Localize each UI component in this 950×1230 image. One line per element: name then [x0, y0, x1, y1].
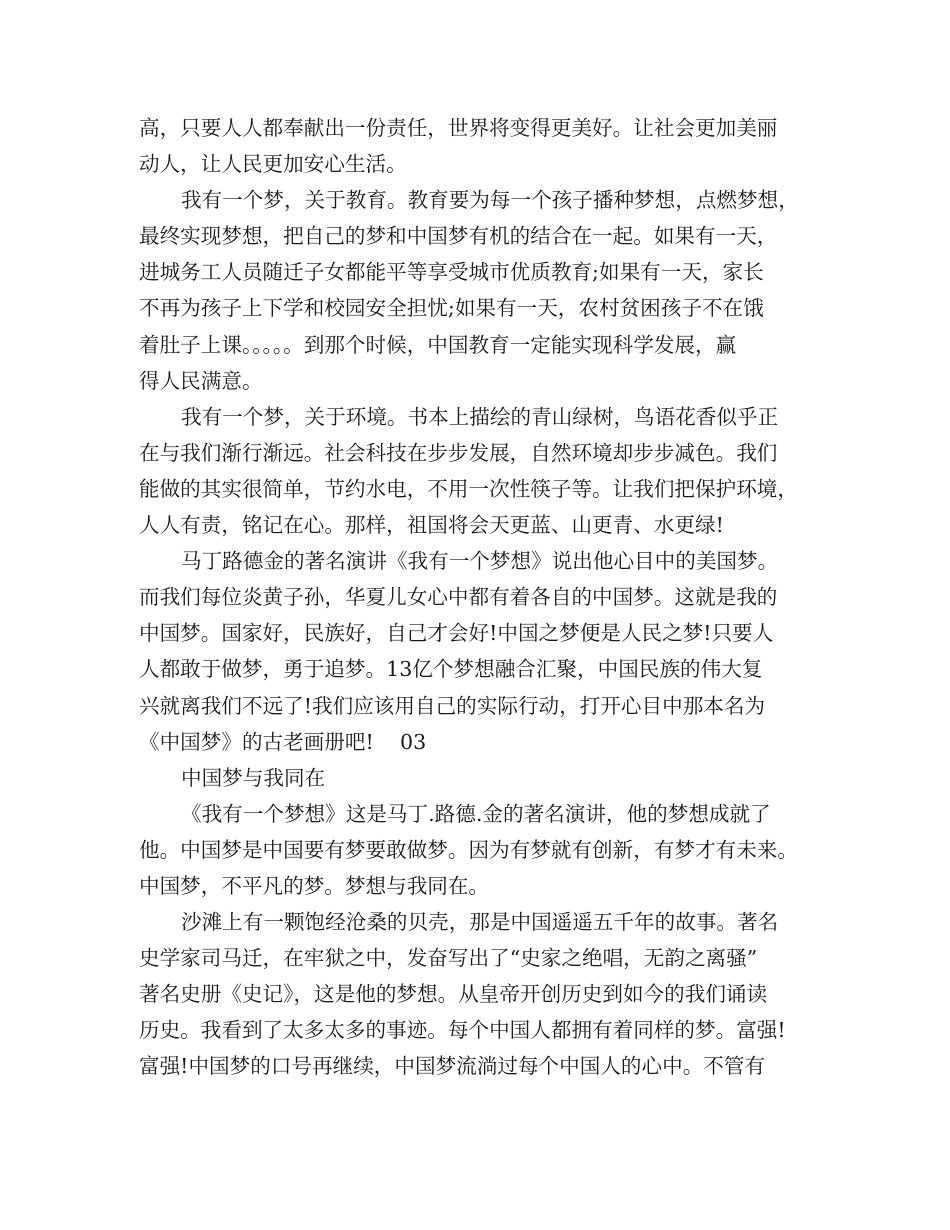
text-line: 不再为孩子上下学和校园安全担忧;如果有一天，农村贫困孩子不在饿: [139, 296, 764, 321]
paragraph-mlk-start: 马丁路德金的著名演讲《我有一个梦想》说出他心目中的美国梦。: [181, 549, 779, 574]
text-line: 进城务工人员随迁子女都能平等享受城市优质教育;如果有一天，家长: [139, 260, 764, 285]
section-heading: 中国梦与我同在: [181, 765, 326, 790]
text-line: 史学家司马迁，在牢狱之中，发奋写出了“史家之绝唱，无韵之离骚”: [139, 946, 758, 971]
paragraph-environment-start: 我有一个梦，关于环境。书本上描绘的青山绿树，鸟语花香似乎正: [181, 404, 779, 429]
text-line: 兴就离我们不远了!我们应该用自己的实际行动，打开心目中那本名为: [139, 693, 766, 718]
text-line: 着肚子上课。。。。。到那个时候，中国教育一定能实现科学发展，赢: [139, 332, 737, 357]
text-line: 而我们每位炎黄子孙，华夏儿女心中都有着各自的中国梦。这就是我的: [139, 585, 778, 610]
text-line: 高，只要人人都奉献出一份责任，世界将变得更美好。让社会更加美丽: [139, 116, 778, 140]
document-body: [139, 110, 819, 1085]
text-line: 著名史册《史记》，这是他的梦想。从皇帝开创历史到如今的我们诵读: [139, 982, 768, 1007]
text-line: 历史。我看到了太多太多的事迹。每个中国人都拥有着同样的梦。富强!: [139, 1018, 786, 1043]
text-line-section-number: 《中国梦》的古老画册吧! 03: [139, 729, 427, 754]
text-line: 人都敢于做梦，勇于追梦。13亿个梦想融合汇聚，中国民族的伟大复: [139, 657, 763, 682]
text-line: 中国梦，不平凡的梦。梦想与我同在。: [139, 873, 490, 898]
text-line: 最终实现梦想，把自己的梦和中国梦有机的结合在一起。如果有一天，: [139, 224, 778, 249]
text-line: 富强!中国梦的口号再继续，中国梦流淌过每个中国人的心中。不管有: [139, 1054, 766, 1079]
text-line: 人人有责，铭记在心。那样，祖国将会天更蓝、山更青、水更绿!: [139, 513, 724, 538]
paragraph-history-start: 沙滩上有一颗饱经沧桑的贝壳，那是中国遥遥五千年的故事。著名: [181, 910, 779, 935]
paragraph-dream-with-me-start: 《我有一个梦想》这是马丁.路德.金的著名演讲，他的梦想成就了: [181, 801, 771, 826]
text-line: 动人，让人民更加安心生活。: [139, 152, 407, 177]
text-line: 他。中国梦是中国要有梦要敢做梦。因为有梦就有创新，有梦才有未来。: [139, 837, 798, 862]
text-line: 得人民满意。: [139, 368, 263, 393]
paragraph-education-start: 我有一个梦，关于教育。教育要为每一个孩子播种梦想，点燃梦想，: [181, 188, 799, 213]
text-line: 能做的其实很简单，节约水电，不用一次性筷子等。让我们把保护环境，: [139, 476, 798, 501]
text-line: 在与我们渐行渐远。社会科技在步步发展，自然环境却步步减色。我们: [139, 440, 778, 465]
text-line: 中国梦。国家好，民族好，自己才会好!中国之梦便是人民之梦!只要人: [139, 621, 774, 646]
